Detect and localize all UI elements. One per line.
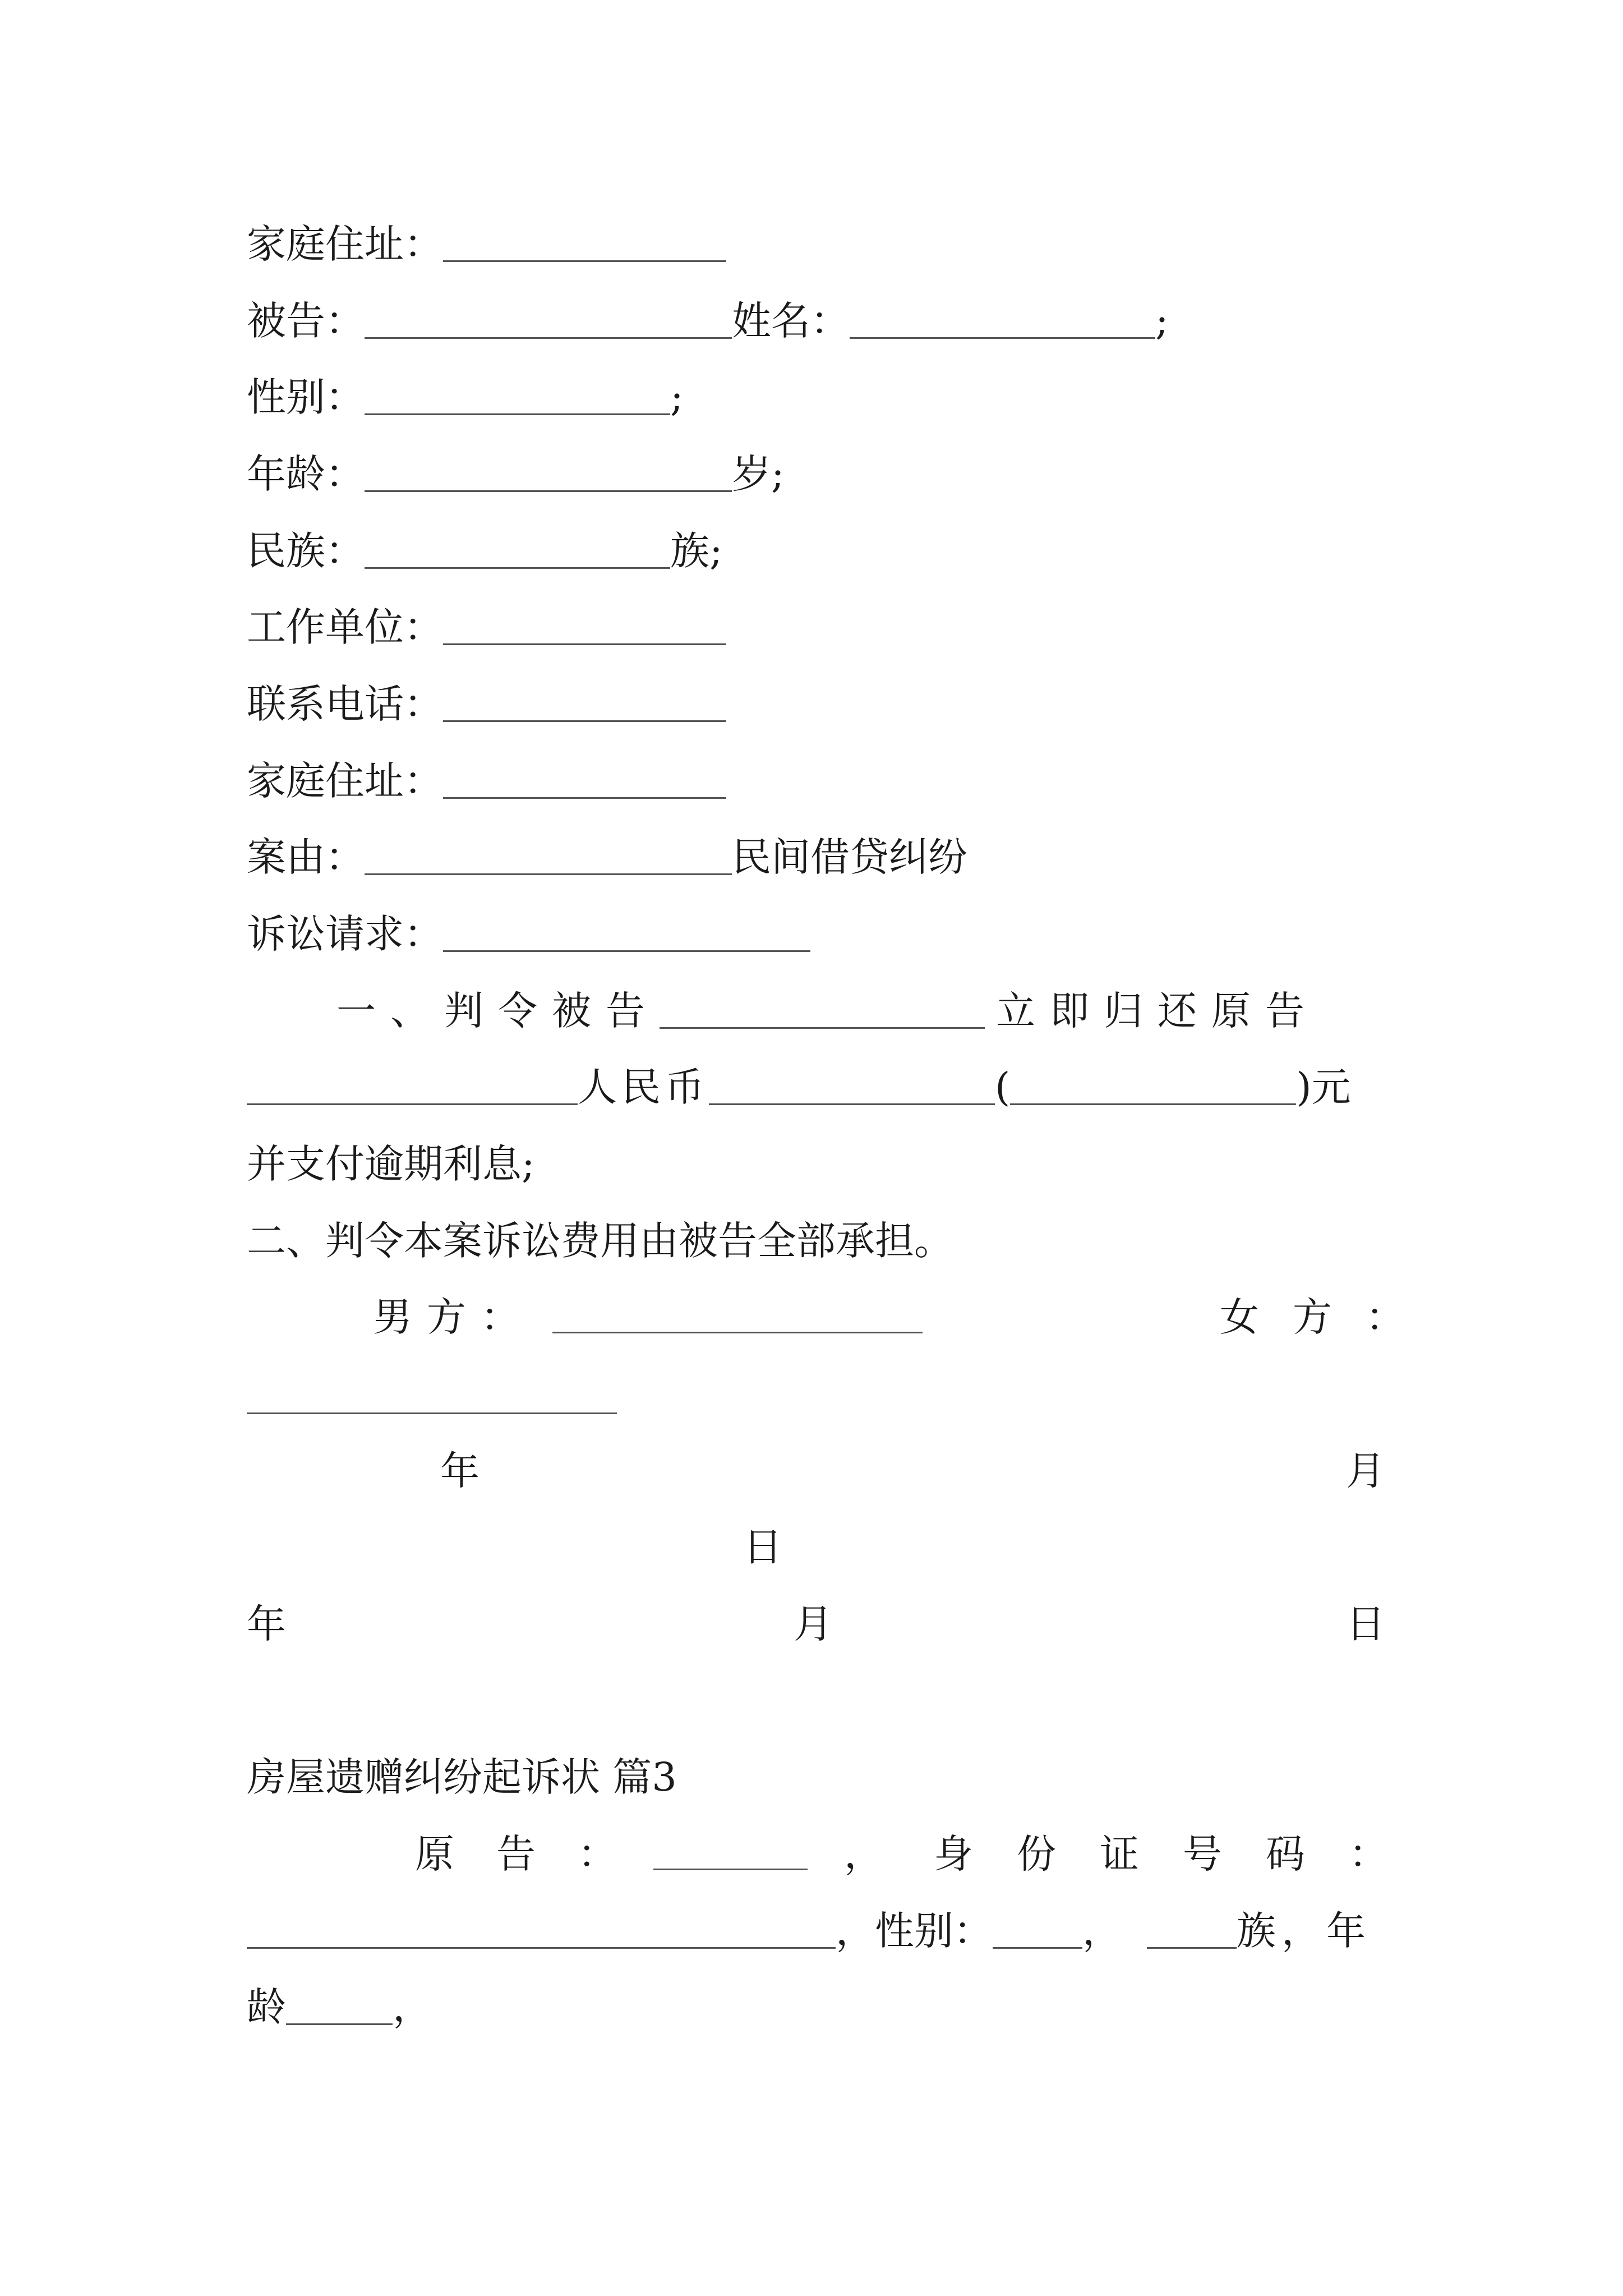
blank-field [365,530,670,569]
blank-field [443,223,726,262]
label-gender: 性别： [247,374,365,420]
blank-field [247,1910,836,1949]
label-cause: 案由： [247,834,365,880]
claim-two-text: 二、判令本案诉讼费用由被告全部承担。 [247,1218,953,1264]
blank-field [365,376,670,415]
blank-field [993,1910,1082,1949]
date-line-1-day [247,1519,1385,1575]
gender-line [247,369,1385,425]
blank-field [653,1832,808,1870]
date-year: 年 [247,1601,286,1647]
cause-text: 民间借贷纠纷 [732,834,967,880]
label-plaintiff: 原告： [415,1831,659,1877]
claims-line [247,906,1385,962]
blank-field [365,300,732,339]
label-workplace: 工作单位： [247,604,443,650]
label-yuan: )元 [1296,1064,1351,1110]
blank-field [443,683,726,722]
blank-field [552,1295,923,1333]
age-line [247,446,1385,502]
date-year: 年 [440,1448,479,1494]
plaintiff-line [247,1826,1432,1882]
punctuation: ， [844,1831,883,1877]
blank-field [365,836,732,875]
blank-field [850,300,1155,339]
gender-ethnicity-line [247,1903,1385,1959]
section-title [247,1749,1385,1805]
punctuation: ; [670,374,684,420]
blank-field [443,913,810,952]
blank-field [443,760,726,799]
label-gender: ，性别： [836,1908,993,1954]
date-day: 日 [743,1524,782,1570]
label-ethnicity: 族，年 [1237,1908,1371,1954]
label-id-number: 身份证号码： [934,1831,1432,1877]
defendant-home-address-line [247,753,1385,809]
date-day: 日 [1346,1601,1385,1647]
date-line-1 [247,1443,1385,1499]
blank-field-line [247,1375,617,1414]
punctuation: ; [1155,298,1169,344]
label-age: 龄 [247,1984,286,2030]
date-month: 月 [1346,1448,1385,1494]
blank-field [660,990,985,1029]
interest-line [247,1136,1385,1192]
paren-open: ( [995,1064,1011,1110]
date-line-2 [247,1596,1385,1652]
blank-field [247,1375,617,1414]
label-home-address: 家庭住址： [247,221,443,267]
label-male: 男方： [373,1294,534,1340]
phone-line [247,676,1385,732]
label-ethnicity-unit: 族; [670,528,723,574]
blank-field [365,453,732,492]
ethnicity-line [247,523,1385,579]
claim-one-text-b: 立即归还原告 [996,988,1319,1034]
blank-field [247,1066,578,1105]
label-age: 年龄： [247,451,365,497]
label-phone: 联系电话： [247,681,443,727]
workplace-line [247,599,1385,655]
label-age-unit: 岁; [732,451,785,497]
punctuation: ， [1082,1908,1122,1954]
interest-text: 并支付逾期利息; [247,1141,535,1187]
blank-field [709,1066,995,1105]
label-rmb: 人民币 [578,1064,709,1110]
claim-one-line [336,983,1385,1039]
signature-line [247,1289,1438,1345]
blank-field [286,1986,393,2025]
blank-field [1010,1066,1296,1105]
punctuation: ， [393,1984,432,2030]
claim-one-text: 一、判令被告 [336,988,660,1034]
claim-two-line [247,1213,1385,1269]
label-ethnicity: 民族： [247,528,365,574]
blank-field [443,606,726,645]
label-home-address: 家庭住址： [247,758,443,804]
date-month: 月 [794,1601,833,1647]
blank-field [1147,1910,1237,1949]
label-female: 女方： [1220,1294,1438,1340]
age-line-2 [247,1979,1385,2035]
defendant-line [247,293,1385,349]
claim-amount-line [247,1059,1385,1115]
label-defendant: 被告： [247,298,365,344]
cause-line [247,829,1385,885]
plaintiff-home-address-line [247,216,1385,272]
label-claims: 诉讼请求： [247,911,443,957]
label-name: 姓名： [732,298,850,344]
section-title-text: 房屋遗赠纠纷起诉状 篇3 [247,1754,677,1800]
